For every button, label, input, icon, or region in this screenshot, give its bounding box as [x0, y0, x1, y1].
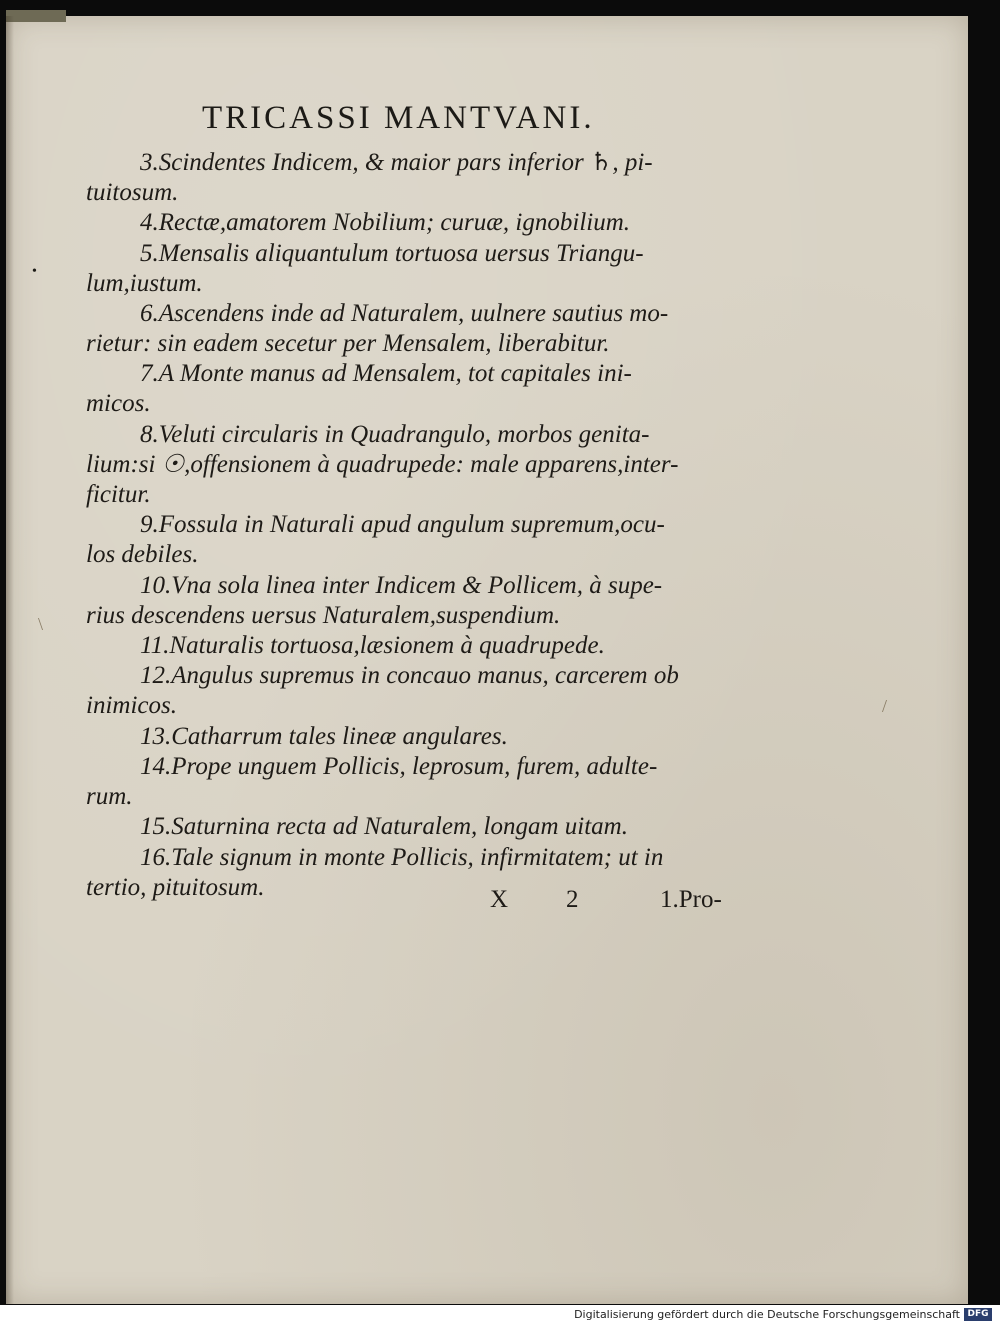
entry-line: 15.Saturnina recta ad Naturalem, longam uitam.	[140, 813, 628, 841]
entry-line: 5.Mensalis aliquantulum tortuosa uersus Triangu-	[140, 239, 644, 267]
entry-line: 3.Scindentes Indicem, & maior pars inferior ♄, pi-	[140, 149, 653, 176]
entry-line: 11.Naturalis tortuosa,læsionem à quadrupede.	[140, 632, 605, 660]
page-corner-tab	[6, 10, 66, 22]
entry-line: 9.Fossula in Naturali apud angulum supremum,ocu-	[140, 511, 665, 539]
signature-mark: X	[490, 886, 509, 913]
entry-continuation-line: rum.	[86, 783, 133, 810]
entry-item	[6, 843, 706, 903]
entry-item	[6, 208, 706, 238]
entry-continuation-line: inimicos.	[86, 692, 177, 720]
book-page	[6, 16, 968, 1304]
entry-continuation-line: lum,iustum.	[86, 269, 203, 297]
entry-item	[6, 812, 706, 842]
entry-line: 7.A Monte manus ad Mensalem, tot capitales ini-	[140, 360, 632, 388]
entry-item	[6, 510, 706, 570]
margin-tick: \	[38, 614, 44, 634]
entry-line: 8.Veluti circularis in Quadrangulo, morbos genita-	[140, 420, 650, 448]
entry-item	[6, 571, 706, 631]
entry-line: 13.Catharrum tales lineæ angulares.	[140, 722, 508, 750]
dfg-logo: DFG	[964, 1308, 992, 1321]
entry-continuation-line: los debiles.	[86, 541, 199, 569]
entry-continuation-line: ficitur.	[86, 480, 151, 508]
entry-line: 14.Prope unguem Pollicis, leprosum, furem, adulte-	[140, 753, 658, 780]
footer-credit: Digitalisierung gefördert durch die Deutsche Forschungsgemeinschaft	[574, 1308, 960, 1321]
entry-line: 4.Rectæ,amatorem Nobilium; curuæ, ignobilium.	[140, 209, 631, 237]
entry-item	[6, 752, 706, 812]
signature-number: 2	[566, 886, 579, 913]
entry-continuation-line: lium:si ☉,offensionem à quadrupede: male apparens,inter-	[86, 450, 679, 478]
entry-continuation-line: rietur: sin eadem secetur per Mensalem, liberabitur.	[86, 330, 610, 357]
digitization-footer	[0, 1305, 1000, 1325]
entry-item	[6, 631, 706, 661]
entry-line: 6.Ascendens inde ad Naturalem, uulnere sautius mo-	[140, 300, 669, 327]
entry-continuation-line: tertio, pituitosum.	[86, 873, 265, 901]
entry-continuation-line: micos.	[86, 390, 151, 418]
entry-continuation-line: tuitosum.	[86, 179, 179, 206]
entry-line: 12.Angulus supremus in concauo manus, carcerem ob	[140, 662, 679, 690]
catchword: 1.Pro-	[660, 886, 722, 913]
entry-line: 16.Tale signum in monte Pollicis, infirmitatem; ut in	[140, 843, 664, 871]
entry-continuation-line: rius descendens uersus Naturalem,suspendium.	[86, 601, 561, 629]
entry-line: 10.Vna sola linea inter Indicem & Pollicem, à supe-	[140, 571, 663, 599]
entry-item	[6, 722, 706, 752]
entry-item	[6, 359, 706, 419]
margin-dot: •	[32, 264, 37, 279]
entry-item	[6, 420, 706, 510]
entry-item	[6, 239, 706, 299]
entry-item	[6, 148, 706, 208]
entry-item	[6, 661, 706, 721]
entry-item	[6, 299, 706, 359]
running-header: TRICASSI MANTVANI.	[202, 100, 595, 136]
margin-tick-right: /	[882, 696, 888, 716]
